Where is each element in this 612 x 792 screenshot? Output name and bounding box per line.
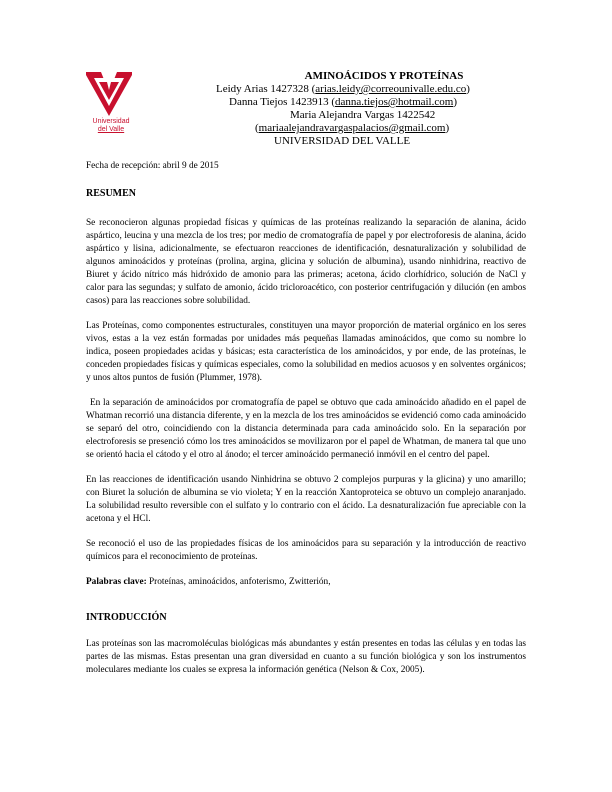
- author-3-email-link[interactable]: mariaalejandravargaspalacios@gmail.com: [258, 122, 446, 134]
- keywords-line: [86, 576, 526, 589]
- university-logo: [84, 70, 134, 140]
- author-3-email: [150, 122, 590, 135]
- logo-wordmark: [84, 118, 138, 134]
- paper-header: [150, 70, 590, 148]
- author-3-open: (: [255, 122, 259, 134]
- paper-body: [86, 160, 526, 677]
- author-2-email-link[interactable]: danna.tiejos@hotmail.com: [335, 96, 454, 108]
- author-2-name: Danna Tiejos 1423913 (: [229, 96, 336, 108]
- resumen-paragraph-2: Las Proteínas, como componentes estructurales, constituyen una mayor proporción de material orgánico en los seres vivos, estas a la vez están formadas por unidades más pequeñas llamadas aminoácidos, que como su nombre lo indica, poseen propiedades acidas y básicas; esta característica de los aminoácidos, y por ende, de las proteínas, le conceden propiedades físicas y químicas especiales, como la solubilidad en medios acuosos y en solventes orgánicos; y unos altos puntos de fusión (Plummer, 1978).: [86, 321, 526, 383]
- author-1-email-link[interactable]: arias.leidy@correounivalle.edu.co: [315, 83, 467, 95]
- keywords-label: Palabras clave:: [86, 577, 147, 587]
- section-heading-introduccion: INTRODUCCIÓN: [86, 612, 167, 623]
- author-2: [150, 96, 590, 109]
- resumen-paragraph-3: En la separación de aminoácidos por cromatografía de papel se obtuvo que cada aminoácido añadido en el papel de Whatman recorrió una distancia diferente, y en la mezcla de los tres aminoácidos se evidenció como cada aminoácido se separó del otro, coincidiendo con la distancia determinada para cada aminoácido solo. En la separación por electroforesis se presenció cómo los tres aminoácidos se movilizaron por el papel de Whatman, de manera tal que uno se orientó hacia el cátodo y el otro al ánodo; el tercer aminoácido permaneció inmóvil en el centro del papel.: [86, 398, 526, 460]
- author-1: [150, 83, 590, 96]
- logo-line-1: Universidad: [92, 118, 130, 125]
- keywords-list: Proteínas, aminoácidos, anfoterismo, Zwitterión,: [146, 577, 331, 587]
- logo-line-2: del Valle: [97, 126, 125, 133]
- resumen-paragraph-5: Se reconoció el uso de las propiedades físicas de los aminoácidos para su separación y la introducción de reactivo químicos para el reconocimiento de proteínas.: [86, 539, 526, 562]
- author-3-close: ): [445, 122, 450, 134]
- author-1-close: ): [466, 83, 470, 95]
- resumen-paragraph-4: En las reacciones de identificación usando Ninhidrina se obtuvo 2 complejos purpuras y la glicina) y uno amarillo; con Biuret la solución de albumina se vio violeta; Y en la reacción Xantoproteica se obtuvo un complejo anaranjado. La solubilidad resulto reversible con el sulfato y lo contrario con el ácido. La desnaturalización fue apreciable con la acetona y el HCl.: [86, 475, 526, 524]
- author-1-name: Leidy Arias 1427328 (: [216, 83, 316, 95]
- reception-date: Fecha de recepción: abril 9 de 2015: [86, 161, 219, 171]
- intro-paragraph-1: Las proteínas son las macromoléculas biológicas más abundantes y están presentes en todas las células y en todas las partes de las mismas. Estas presentan una gran diversidad en cuanto a su función biológica y son los instrumentos moleculares mediante los cuales se expresa la información genética (Nelson & Cox, 2005).: [86, 639, 526, 675]
- author-2-close: ): [453, 96, 457, 108]
- institution: UNIVERSIDAD DEL VALLE: [274, 135, 411, 147]
- logo-mark-icon: [84, 70, 134, 118]
- author-3-name: Maria Alejandra Vargas 1422542: [290, 109, 436, 121]
- resumen-paragraph-1: Se reconocieron algunas propiedad físicas y químicas de las proteínas realizando la separación de alanina, ácido aspártico, leucina y una mezcla de los tres; por medio de cromatografía de papel y por electroforesis de alanina, ácido aspártico y lisina, adicionalmente, se efectuaron reacciones de identificación, desnaturalización y solubilidad de algunos aminoácidos y proteínas (prolina, argina, glicina y solución de albumina), usando ninhidrina, reactivo de Biuret y ácido nítrico más hidróxido de amonio para las primeras; acetona, ácido clorhídrico, solución de NaCl y calor para las segundas; y sulfato de amonio, ácido tricloroacético, con posterior centrifugación y dilución (en ambos casos) para las reacciones sobre solubilidad.: [86, 218, 526, 306]
- section-heading-resumen: RESUMEN: [86, 188, 137, 199]
- paper-title: AMINOÁCIDOS Y PROTEÍNAS: [304, 70, 464, 82]
